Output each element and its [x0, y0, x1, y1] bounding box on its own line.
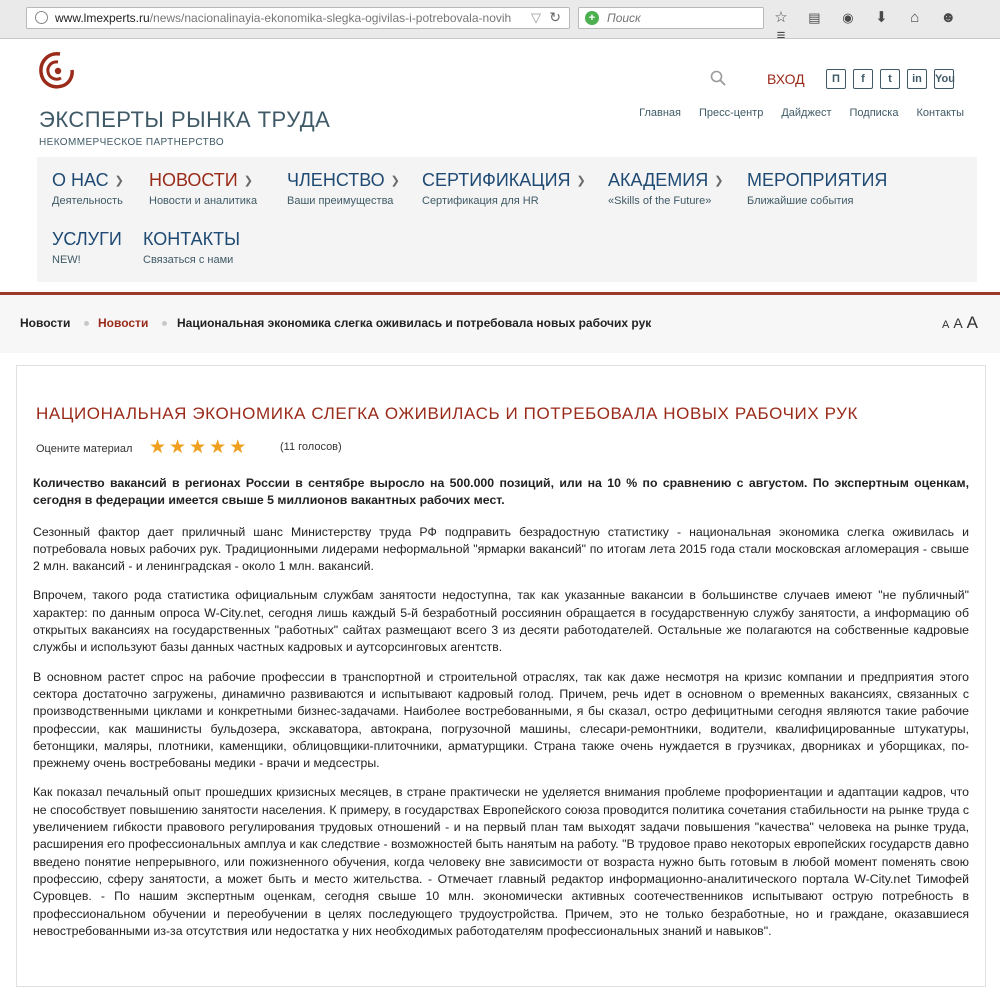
- star-icon[interactable]: ★: [229, 437, 247, 458]
- bookmark-star-icon[interactable]: ☆: [774, 9, 788, 26]
- browser-toolbar: [0, 0, 1000, 44]
- menu-item-subtitle: Связаться с нами: [143, 254, 234, 266]
- browser-search-input[interactable]: [605, 10, 759, 26]
- login-link[interactable]: ВХОД: [767, 71, 805, 87]
- twitter-icon[interactable]: t: [880, 69, 900, 89]
- chevron-down-icon: ❯: [243, 175, 253, 187]
- font-size-medium[interactable]: A: [953, 315, 963, 331]
- article: [16, 365, 986, 987]
- menu-item-title: О НАС: [52, 170, 109, 190]
- social-links: [826, 69, 961, 89]
- menu-item-services[interactable]: [52, 229, 122, 266]
- menu-item-subtitle: Ваши преимущества: [287, 195, 394, 207]
- topnav-digest[interactable]: Дайджест: [781, 107, 832, 119]
- breadcrumb-current: Национальная экономика слегка оживилась и потребовала новых рабочих рук: [177, 316, 652, 330]
- menu-item-certification[interactable]: [422, 170, 586, 207]
- home-icon[interactable]: ⌂: [910, 9, 920, 26]
- menu-item-about[interactable]: [52, 170, 124, 207]
- breadcrumb-separator: [162, 321, 167, 326]
- toolbar-icons: [772, 9, 1000, 45]
- article-paragraph: В основном растет спрос на рабочие профессии в транспортной и строительной отраслях, так как даже несмотря на кризис компании и предприятия этого сектора достаточно загружены, динамично развиваются и испытывают кадровый голод. Причем, речь идет в основном о временных вакансиях, связанных с производственными циклами и конкретными бизнес-задачами. Наиболее востребованными, я бы сказал, остро дефицитными сегодня являются такие рабочие профессии, как машинисты бульдозера, экскаватора, автокрана, погрузочной машины, слесари-ремонтники, водители, квалифицированные штукатуры, бетонщики, маляры, плотники, каменщики, облицовщики-плиточники, арматурщики. Страна также очень нуждается в грузчиках, дворниках и уборщиках, по-прежнему очень востребованы медики - врачи и медсестры.: [33, 669, 969, 771]
- menu-item-news[interactable]: [149, 170, 257, 207]
- menu-icon[interactable]: ≡: [776, 27, 786, 44]
- site-name[interactable]: ЭКСПЕРТЫ РЫНКА ТРУДА: [39, 107, 331, 132]
- url-path: /news/nacionalinayia-ekonomika-slegka-ogivilas-i-potrebovala-novih: [149, 11, 512, 25]
- reload-icon[interactable]: ↻: [549, 9, 561, 25]
- star-icon[interactable]: ★: [209, 437, 227, 458]
- chevron-down-icon: ❯: [576, 175, 586, 187]
- download-icon[interactable]: ⬇: [875, 9, 888, 26]
- topnav-contacts[interactable]: Контакты: [916, 107, 964, 119]
- menu-item-title: АКАДЕМИЯ: [608, 170, 709, 190]
- article-lead: Количество вакансий в регионах России в сентябре выросло на 500.000 позиций, или на 10 % по сравнению с августом. По экспертным оценкам, сегодня в федерации имеется свыше 5 миллионов вакантных рабочих мест.: [33, 476, 969, 508]
- search-engine-icon[interactable]: +: [585, 11, 599, 25]
- article-paragraph: Как показал печальный опыт прошедших кризисных месяцев, в стране практически не уделяется внимания проблеме профориентации и адаптации кадров, что не способствует повышению занятости населения. К примеру, в государствах Европейского союза проводится политика сочетания стабильности на рынке труда с увеличением гибкости правового регулирования трудовых отношений - и на первый план там выходят задачи повышения "качества" человека на рынке труда, расширения его профессиональных амплуа и как следствие - возможностей быть нанятым на работу. "В трудовое право некоторых европейских государств давно введено понятие непрерывного, или пожизненного обучения, когда человеку вне зависимости от возраста нужно быть готовым в любой момент поменять свою профессию, сферу занятости, а может быть и место жительства. - Отмечает главный редактор информационно-аналитического портала W-City.net Тимофей Суровцев. - По нашим экспертным оценкам, сегодня свыше 10 млн. экономически активных соотечественников испытывают острую потребность в профессиональном обучении и переобучении в целях последующего трудоустройства. Причем, это не только безработные, но и граждане, оказавшиеся невостребованными из-за отсутствия или недостатка у них необходимых работодателям профессиональных знаний и навыков".: [33, 785, 970, 938]
- facebook-icon[interactable]: f: [853, 69, 873, 89]
- url-text[interactable]: [55, 11, 535, 25]
- breadcrumb-separator: [84, 321, 89, 326]
- site-subtitle: НЕКОММЕРЧЕСКОЕ ПАРТНЕРСТВО: [39, 137, 225, 148]
- menu-item-subtitle: Деятельность: [52, 195, 123, 207]
- youtube-icon[interactable]: You: [934, 69, 954, 89]
- main-menu: [37, 157, 977, 282]
- chevron-down-icon: ❯: [390, 175, 400, 187]
- menu-item-academy[interactable]: [608, 170, 723, 207]
- article-title: НАЦИОНАЛЬНАЯ ЭКОНОМИКА СЛЕГКА ОЖИВИЛАСЬ И ПОТРЕБОВАЛА НОВЫХ РАБОЧИХ РУК: [36, 404, 859, 423]
- breadcrumb: [0, 295, 1000, 353]
- menu-item-membership[interactable]: [287, 170, 400, 207]
- menu-item-subtitle: Ближайшие события: [747, 195, 854, 207]
- browser-search-box[interactable]: [578, 7, 764, 29]
- pocket-icon[interactable]: ◉: [842, 10, 854, 25]
- chat-icon[interactable]: ☻: [940, 9, 957, 26]
- menu-item-title: УСЛУГИ: [52, 229, 122, 249]
- menu-item-contacts[interactable]: [143, 229, 240, 266]
- article-paragraph: Сезонный фактор дает приличный шанс Министерству труда РФ подправить безрадостную статистику - национальная экономика слегка оживилась и потребовала новых рабочих рук. Традиционными лидерами неформальной "ярмарки вакансий" по итогам лета 2015 года стали московская агломерация - свыше 2 млн. вакансий - и ленинградская - около 1 млн. вакансий.: [33, 524, 969, 574]
- menu-item-title: СЕРТИФИКАЦИЯ: [422, 170, 571, 190]
- topnav-home[interactable]: Главная: [639, 107, 681, 119]
- topnav-subscribe[interactable]: Подписка: [849, 107, 899, 119]
- menu-item-title: ЧЛЕНСТВО: [287, 170, 385, 190]
- logo-icon[interactable]: [38, 50, 74, 90]
- votes-count: (11 голосов): [280, 441, 342, 453]
- font-size-large[interactable]: A: [966, 313, 978, 332]
- dropdown-arrow-icon[interactable]: ▽: [531, 10, 541, 25]
- font-size-small[interactable]: A: [941, 319, 950, 331]
- article-paragraph: Впрочем, такого рода статистика официальным службам занятости недоступна, так как указанные вакансии в большинстве случаев имеют "не публичный" характер: по данным опроса W-City.net, сегодня лишь каждый 5-й безработный россиянин обращается в государственную службу занятости, а информацию об открытых вакансиях на государственных "работных" сайтах размещают всего 3 из десяти работодателей. Остальные же полагаются на собственные кадровые службы и используют базы данных частных кадровых и аутсорсинговых агентств.: [33, 588, 969, 655]
- breadcrumb-home[interactable]: Новости: [20, 316, 71, 330]
- star-icon[interactable]: ★: [149, 437, 167, 458]
- menu-item-subtitle: «Skills of the Future»: [608, 195, 712, 207]
- linkedin-icon[interactable]: in: [907, 69, 927, 89]
- rating-stars: [149, 436, 249, 459]
- breadcrumb-section[interactable]: Новости: [98, 316, 149, 330]
- topnav-press[interactable]: Пресс-центр: [699, 107, 764, 119]
- menu-item-title: НОВОСТИ: [149, 170, 238, 190]
- rating-label: Оцените материал: [36, 443, 133, 455]
- address-bar[interactable]: [26, 7, 570, 29]
- search-icon[interactable]: [710, 70, 726, 86]
- chevron-down-icon: ❯: [114, 175, 124, 187]
- reading-list-icon[interactable]: ▤: [808, 10, 821, 25]
- star-icon[interactable]: ★: [169, 437, 187, 458]
- menu-item-subtitle: Новости и аналитика: [149, 195, 258, 207]
- menu-item-title: КОНТАКТЫ: [143, 229, 241, 249]
- menu-item-title: МЕРОПРИЯТИЯ: [747, 170, 888, 190]
- globe-icon: [35, 11, 48, 24]
- social-icon-p[interactable]: П: [826, 69, 846, 89]
- article-body: [33, 475, 969, 952]
- font-size-switcher: [938, 313, 978, 333]
- menu-item-subtitle: Сертификация для HR: [422, 195, 539, 207]
- url-domain: www.lmexperts.ru: [55, 11, 150, 25]
- menu-item-events[interactable]: [747, 170, 887, 207]
- menu-item-subtitle: NEW!: [52, 254, 81, 266]
- chevron-down-icon: ❯: [714, 175, 724, 187]
- star-icon[interactable]: ★: [189, 437, 207, 458]
- top-nav: [621, 107, 964, 119]
